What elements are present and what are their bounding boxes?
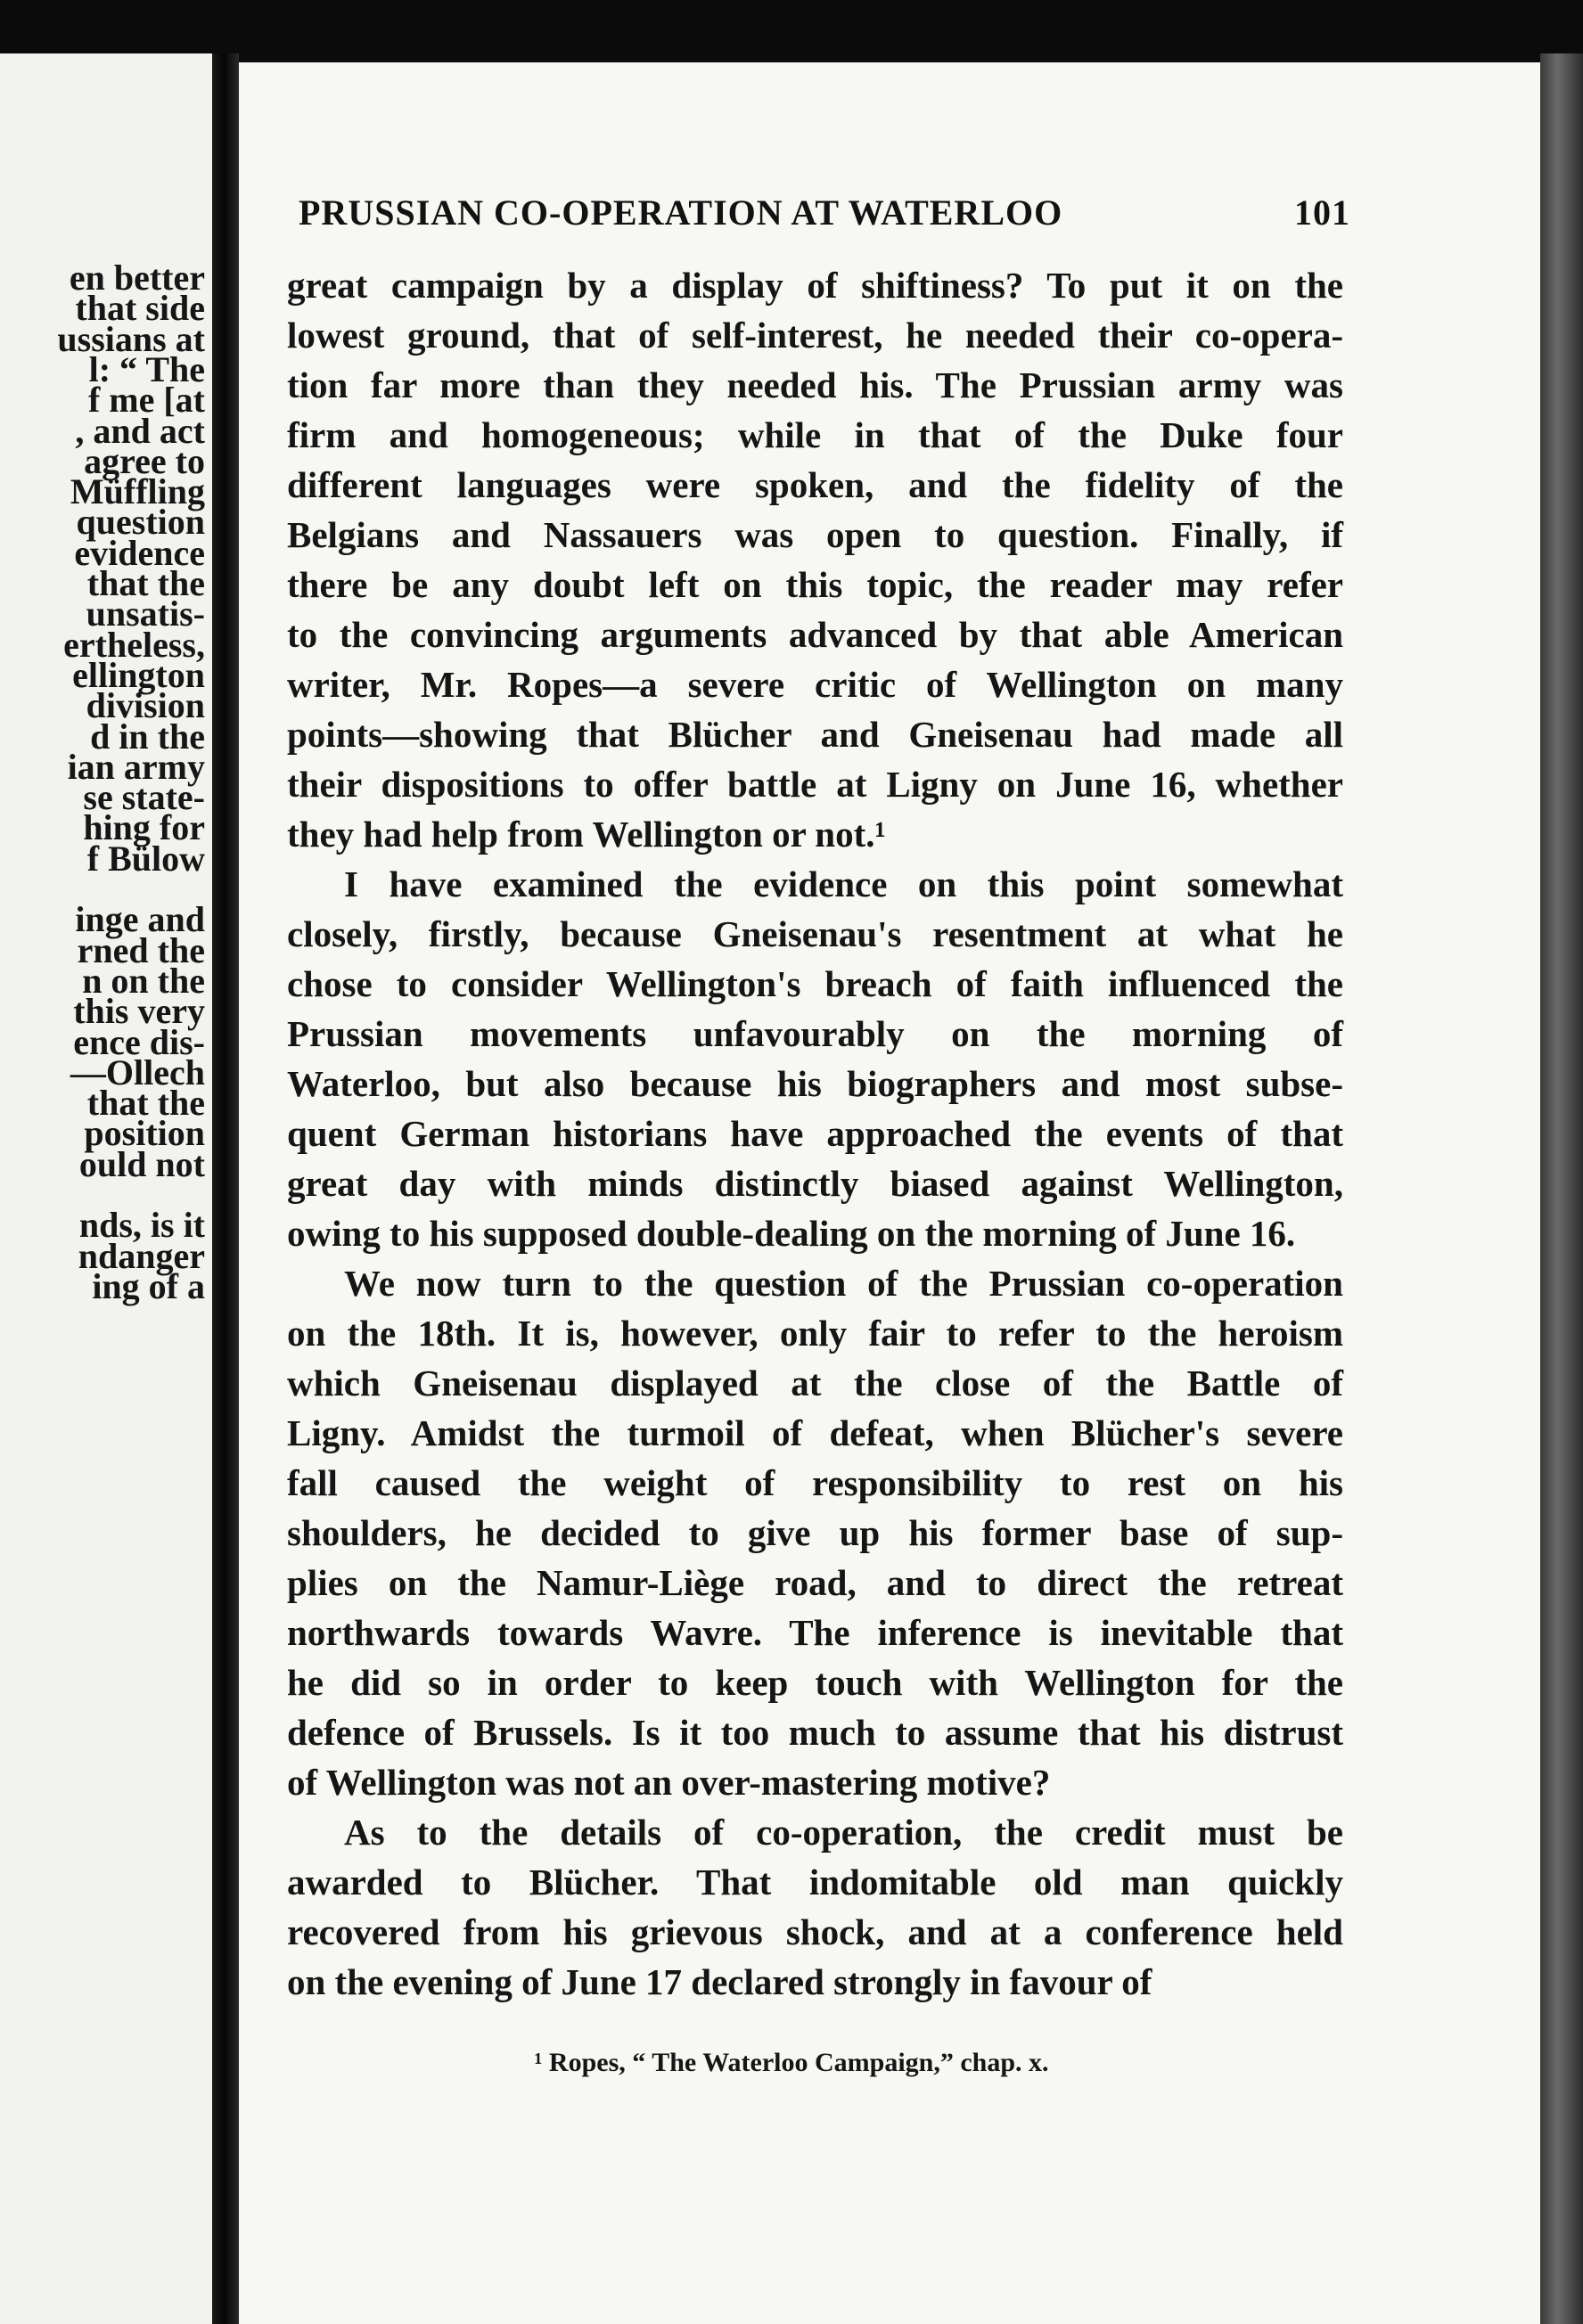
page-number: 101 xyxy=(1294,192,1350,233)
running-head-title: PRUSSIAN CO-OPERATION AT WATERLOO xyxy=(299,192,1063,233)
text-line: Waterloo, but also because his biographers and most subse- xyxy=(287,1063,1343,1104)
left-page-line: ing of a xyxy=(92,1265,205,1306)
text-line: northwards towards Wavre. The inference is inevitable that xyxy=(287,1612,1343,1653)
text-line: firm and homogeneous; while in that of the Duke four xyxy=(287,414,1343,455)
left-page-line: inge and xyxy=(75,899,205,940)
left-page-line: se state- xyxy=(83,777,205,818)
left-page-line: ould not xyxy=(78,1143,205,1184)
text-line: points—showing that Blücher and Gneisenau had made all xyxy=(287,714,1343,755)
left-page-line: —Ollech xyxy=(70,1052,205,1092)
left-page-line: l: “ The xyxy=(88,348,205,389)
left-page-line: d in the xyxy=(90,716,205,757)
text-line: quent German historians have approached the events of that xyxy=(287,1113,1343,1154)
text-line: defence of Brussels. Is it too much to assume that his distrust xyxy=(287,1712,1343,1753)
running-head xyxy=(299,192,1350,233)
text-line: Belgians and Nassauers was open to question. Finally, if xyxy=(287,514,1343,555)
left-page-line: division xyxy=(86,685,205,726)
text-line: owing to his supposed double-dealing on the morning of June 16. xyxy=(287,1213,1296,1254)
left-page-line: ian army xyxy=(67,746,205,787)
text-line: recovered from his grievous shock, and at a conference held xyxy=(287,1911,1343,1952)
page-edge xyxy=(1540,53,1583,2324)
left-page-line: , and act xyxy=(75,410,205,451)
left-page-line: f Bülow xyxy=(86,838,205,879)
left-page-line: f me [at xyxy=(87,380,205,421)
text-line: on the 18th. It is, however, only fair to refer to the heroism xyxy=(287,1313,1343,1354)
left-page-line: position xyxy=(84,1113,205,1154)
text-line: Ligny. Amidst the turmoil of defeat, when Blücher's severe xyxy=(287,1412,1343,1453)
text-line: he did so in order to keep touch with Wellington for the xyxy=(287,1662,1343,1703)
left-page-line: this very xyxy=(73,991,205,1032)
left-page-line: evidence xyxy=(74,532,205,573)
body-text xyxy=(287,260,1343,2007)
left-page-line: ndanger xyxy=(78,1235,205,1276)
text-line: writer, Mr. Ropes—a severe critic of Wellington on many xyxy=(287,664,1343,705)
book-gutter xyxy=(212,53,239,2324)
left-page-line: ence dis- xyxy=(73,1021,205,1062)
text-line: plies on the Namur-Liège road, and to direct the retreat xyxy=(287,1562,1343,1603)
left-page-line: agree to xyxy=(84,440,205,481)
footnote-text: ¹ Ropes, “ The Waterloo Campaign,” chap. x. xyxy=(534,2048,1049,2077)
text-line: fall caused the weight of responsibility to rest on his xyxy=(287,1462,1343,1503)
text-line: there be any doubt left on this topic, the reader may refer xyxy=(287,564,1343,605)
text-line: to the convincing arguments advanced by that able American xyxy=(287,614,1343,655)
left-page-line: that the xyxy=(86,563,205,603)
left-page-line: en better xyxy=(69,258,205,298)
left-page-line: ellington xyxy=(72,654,205,695)
text-line: awarded to Blücher. That indomitable old man quickly xyxy=(287,1862,1343,1903)
text-line: tion far more than they needed his. The Prussian army was xyxy=(287,364,1343,405)
left-page-line: ertheless, xyxy=(63,624,205,665)
left-page-line: that the xyxy=(86,1083,205,1124)
left-page-line: unsatis- xyxy=(86,593,205,634)
text-line: shoulders, he decided to give up his former base of sup- xyxy=(287,1512,1343,1553)
text-line: their dispositions to offer battle at Ligny on June 16, whether xyxy=(287,764,1343,805)
text-line: different languages were spoken, and the fidelity of the xyxy=(287,464,1343,505)
left-facing-page xyxy=(0,53,212,2324)
text-line: on the evening of June 17 declared strongly in favour of xyxy=(287,1961,1152,2002)
left-page-line: rned the xyxy=(77,929,205,970)
left-page-line: nds, is it xyxy=(78,1205,205,1246)
text-line: they had help from Wellington or not.¹ xyxy=(287,814,886,855)
footnote xyxy=(0,2048,1583,2078)
text-line: of Wellington was not an over-mastering motive? xyxy=(287,1762,1051,1803)
text-line: As to the details of co-operation, the credit must be xyxy=(344,1812,1343,1853)
text-line: chose to consider Wellington's breach of faith influenced the xyxy=(287,963,1343,1004)
left-page-line: n on the xyxy=(82,960,205,1001)
left-page-line: Müffling xyxy=(70,471,205,512)
left-page-line: hing for xyxy=(83,807,205,848)
text-line: which Gneisenau displayed at the close of the Battle of xyxy=(287,1362,1343,1403)
text-line: great day with minds distinctly biased against Wellington, xyxy=(287,1163,1343,1204)
text-line: Prussian movements unfavourably on the morning of xyxy=(287,1013,1343,1054)
left-page-line: that side xyxy=(75,288,205,329)
text-line: I have examined the evidence on this point somewhat xyxy=(344,863,1343,904)
text-line: We now turn to the question of the Prussian co-operation xyxy=(344,1263,1343,1304)
left-page-line: question xyxy=(76,502,205,543)
text-line: great campaign by a display of shiftiness? To put it on the xyxy=(287,265,1343,306)
text-line: lowest ground, that of self-interest, he needed their co-opera- xyxy=(287,315,1343,356)
text-line: closely, firstly, because Gneisenau's resentment at what he xyxy=(287,913,1343,954)
left-page-line: ussians at xyxy=(57,318,205,359)
